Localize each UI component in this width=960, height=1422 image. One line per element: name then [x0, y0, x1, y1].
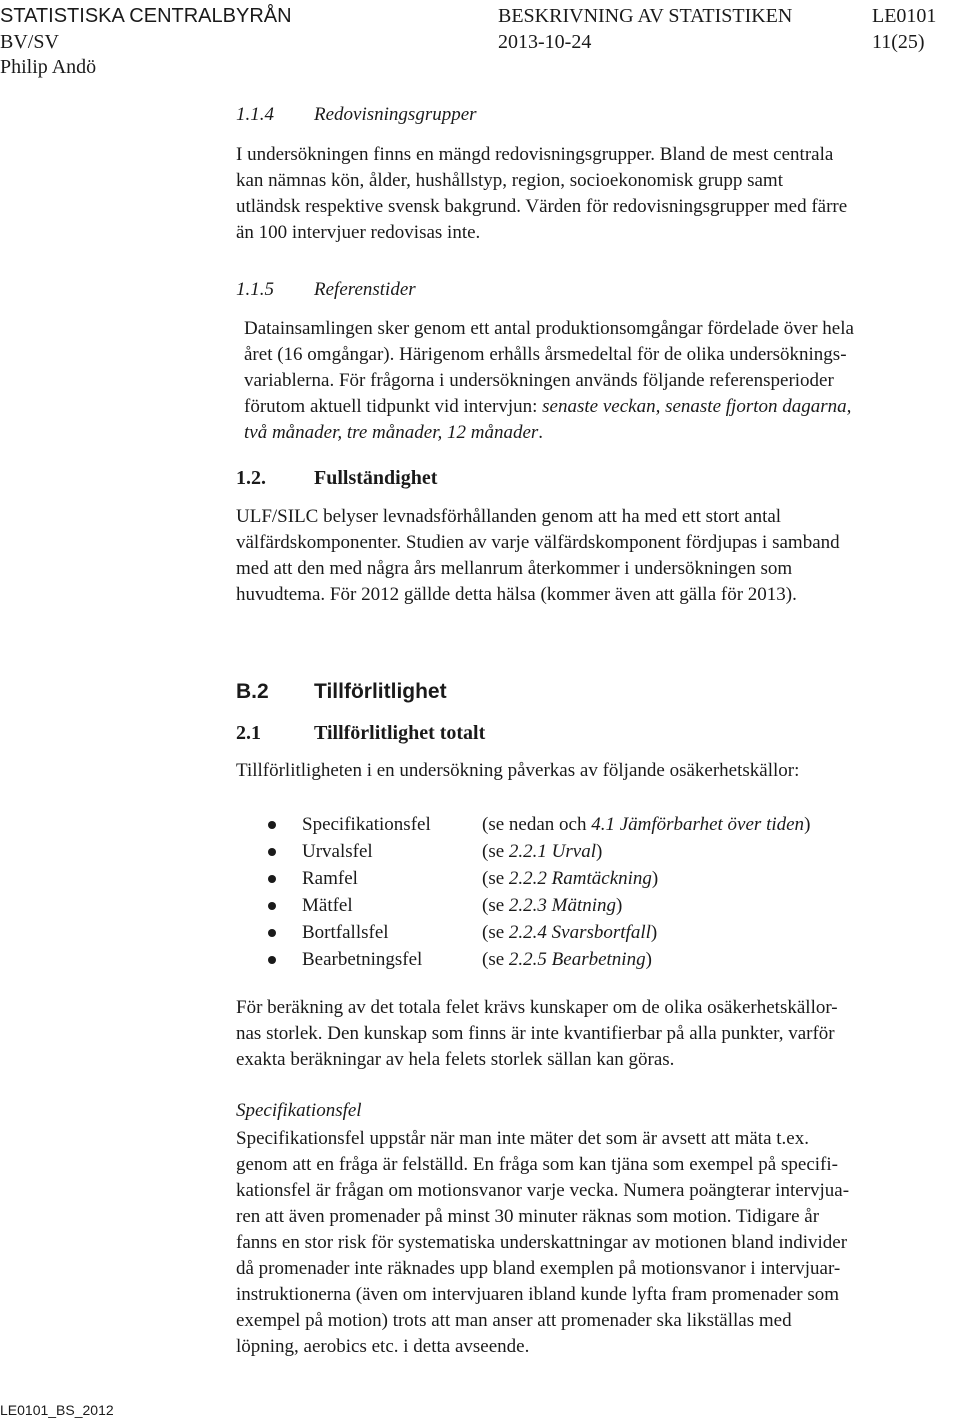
subheading: Specifikationsfel: [236, 1100, 362, 1121]
header-doc-code: LE0101: [872, 5, 937, 27]
section-body: [236, 142, 847, 246]
text-line: ULF/SILC belyser levnadsförhållanden genom att ha med ett stort antal: [236, 506, 782, 527]
bullet-icon: [268, 875, 276, 883]
error-source-reference: (se 2.2.3 Mätning): [482, 895, 623, 916]
text-line: nas storlek. Den kunskap som finns är inte kvantifierbar på alla punkter, varför: [236, 1023, 835, 1044]
header-page: 11(25): [872, 31, 925, 53]
section-number: 1.1.5: [236, 279, 274, 300]
text-line: utländsk respektive svensk bakgrund. Värden för redovisningsgrupper med färre: [236, 196, 848, 217]
text-line: välfärdskomponenter. Studien av varje välfärdskomponent fördjupas i samband: [236, 532, 840, 553]
text-line: löpning, aerobics etc. i detta avseende.: [236, 1336, 530, 1357]
text-line: kan nämnas kön, ålder, hushållstyp, region, socioekonomisk grupp samt: [236, 170, 783, 191]
bullet-icon: [268, 848, 276, 856]
text-line: instruktionerna (även om intervjuaren ibland kunde lyfta fram promenader som: [236, 1284, 840, 1305]
section-title: Referenstider: [314, 279, 416, 300]
spec-paragraph: [236, 1126, 849, 1360]
error-source-reference: (se 2.2.4 Svarsbortfall): [482, 922, 658, 943]
error-source-name: Bearbetningsfel: [302, 949, 423, 970]
text-line: året (16 omgångar). Härigenom erhålls årsmedeltal för de olika undersöknings-: [244, 344, 847, 365]
section-intro: Tillförlitligheten i en undersökning påverkas av följande osäkerhetskällor:: [236, 760, 800, 781]
header-dept: BV/SV: [0, 31, 59, 53]
header-author: Philip Andö: [0, 56, 97, 78]
section-title: Tillförlitlighet totalt: [314, 722, 486, 744]
error-source-reference: (se nedan och 4.1 Jämförbarhet över tiden): [482, 814, 811, 835]
text-line: förutom aktuell tidpunkt vid intervjun: senaste veckan, senaste fjorton dagarna,: [244, 396, 852, 417]
text-line: med att den med några års mellanrum återkommer i undersökningen som: [236, 558, 793, 579]
section-number: 2.1: [236, 722, 261, 744]
text-line: exempel på motion) trots att man anser att promenader ska likställas med: [236, 1310, 792, 1331]
section-number: 1.2.: [236, 467, 266, 489]
section-title: Redovisningsgrupper: [314, 104, 477, 125]
text-line: kationsfel är frågan om motionsvanor varje vecka. Numera poängterar intervjua-: [236, 1180, 850, 1201]
section-number: 1.1.4: [236, 104, 274, 125]
text-line: exakta beräkningar av hela felets storlek sällan kan göras.: [236, 1049, 675, 1070]
bullet-icon: [268, 821, 276, 829]
reference-link-text: 2.2.3 Mätning: [508, 895, 617, 916]
error-source-name: Ramfel: [302, 868, 358, 889]
text-line: Datainsamlingen sker genom ett antal produktionsomgångar fördelade över hela: [244, 318, 854, 339]
text-line: två månader, tre månader, 12 månader.: [244, 422, 544, 443]
error-source-reference: (se 2.2.5 Bearbetning): [482, 949, 652, 970]
error-source-name: Specifikationsfel: [302, 814, 431, 835]
text-line: än 100 intervjuer redovisas inte.: [236, 222, 481, 243]
text-line: genom att en fråga är felställd. En fråga som kan tjäna som exempel på specifi-: [236, 1154, 838, 1175]
bullet-icon: [268, 929, 276, 937]
header-org: STATISTISKA CENTRALBYRÅN: [0, 5, 292, 27]
chapter-number: B.2: [236, 680, 269, 703]
text-line: variablerna. För frågorna i undersökningen används följande referensperioder: [244, 370, 834, 391]
bullet-icon: [268, 902, 276, 910]
reference-link-text: 4.1 Jämförbarhet över tiden: [591, 814, 805, 835]
italic-phrase: senaste veckan, senaste fjorton dagarna,: [542, 396, 852, 417]
reference-link-text: 2.2.5 Bearbetning: [508, 949, 646, 970]
text-line: För beräkning av det totala felet krävs kunskaper om de olika osäkerhetskällor-: [236, 997, 838, 1018]
text-line: ren att även promenader på minst 30 minuter räknas som motion. Tidigare år: [236, 1206, 820, 1227]
error-source-name: Mätfel: [302, 895, 353, 916]
bullet-icon: [268, 956, 276, 964]
text-line: huvudtema. För 2012 gällde detta hälsa (kommer även att gälla för 2013).: [236, 584, 797, 605]
reference-link-text: 2.2.2 Ramtäckning: [508, 868, 652, 889]
footer-code: LE0101_BS_2012: [0, 1402, 114, 1418]
text-line: fanns en stor risk för systematiska underskattningar av motionen bland individer: [236, 1232, 848, 1253]
error-source-reference: (se 2.2.1 Urval): [482, 841, 603, 862]
section-title: Fullständighet: [314, 467, 438, 489]
text-line: Specifikationsfel uppstår när man inte mäter det som är avsett att mäta t.ex.: [236, 1128, 809, 1149]
italic-phrase: två månader, tre månader, 12 månader: [244, 422, 539, 443]
reference-link-text: 2.2.4 Svarsbortfall: [508, 922, 651, 943]
reference-link-text: 2.2.1 Urval: [508, 841, 596, 862]
text-line: då promenader inte räknades upp bland exemplen på motionsvanor i intervjuar-: [236, 1258, 841, 1279]
error-source-name: Urvalsfel: [302, 841, 373, 862]
header-date: 2013-10-24: [498, 31, 592, 53]
header-doc-type: BESKRIVNING AV STATISTIKEN: [498, 5, 793, 27]
total-error-paragraph: [236, 995, 838, 1073]
section-body: [244, 316, 854, 446]
chapter-title: Tillförlitlighet: [314, 680, 447, 703]
text-line: I undersökningen finns en mängd redovisningsgrupper. Bland de mest centrala: [236, 144, 834, 165]
error-source-name: Bortfallsfel: [302, 922, 389, 943]
section-body: [236, 504, 840, 608]
error-source-reference: (se 2.2.2 Ramtäckning): [482, 868, 659, 889]
